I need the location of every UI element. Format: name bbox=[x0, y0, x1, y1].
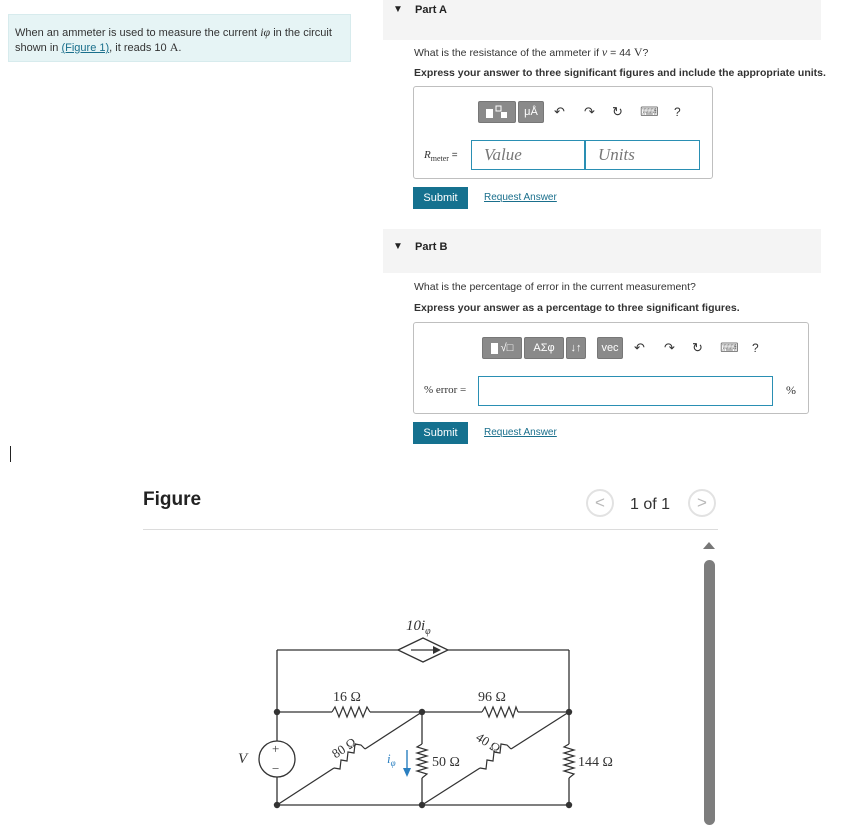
scrollbar-thumb[interactable] bbox=[704, 560, 715, 825]
figure-title: Figure bbox=[143, 489, 202, 510]
r-meter-label bbox=[424, 149, 458, 163]
value-input[interactable]: Value bbox=[471, 140, 585, 170]
part-b-answer-box bbox=[413, 322, 809, 414]
templates-icon bbox=[491, 343, 498, 354]
resistor-144-ohm bbox=[564, 744, 574, 778]
chevron-left-icon: < bbox=[595, 493, 605, 512]
templates-icon bbox=[485, 105, 509, 119]
next-figure-button[interactable] bbox=[688, 489, 716, 517]
voltage-unit: V bbox=[633, 45, 643, 59]
resistor-16-ohm bbox=[332, 707, 370, 717]
label-96-ohm: 96 Ω bbox=[478, 690, 506, 705]
intro-text-2: in the circuit shown in bbox=[15, 27, 332, 54]
redo-icon[interactable]: ↷ bbox=[664, 340, 675, 355]
undo-icon[interactable]: ↶ bbox=[554, 104, 565, 119]
keyboard-icon[interactable]: ⌨ bbox=[720, 340, 739, 355]
part-a-answer-box bbox=[413, 86, 713, 179]
vector-button[interactable]: vec bbox=[597, 337, 623, 359]
intro-unit: A bbox=[169, 40, 179, 54]
percent-error-input[interactable] bbox=[478, 376, 773, 406]
greek-symbols-button[interactable]: ΑΣφ bbox=[524, 337, 564, 359]
part-a-instruction: Express your answer to three significant figures and include the appropriate units. bbox=[414, 67, 826, 79]
resistor-50-ohm bbox=[417, 744, 427, 778]
templates-button[interactable] bbox=[482, 337, 522, 359]
undo-icon[interactable]: ↶ bbox=[634, 340, 645, 355]
chevron-right-icon: > bbox=[697, 493, 707, 512]
label-50-ohm: 50 Ω bbox=[432, 755, 460, 770]
keyboard-icon[interactable]: ⌨ bbox=[640, 104, 659, 119]
arrows-button[interactable]: ↓↑ bbox=[566, 337, 586, 359]
part-b-header[interactable] bbox=[383, 229, 821, 273]
text-cursor bbox=[10, 446, 11, 462]
problem-intro bbox=[8, 14, 351, 62]
resistor-96-ohm bbox=[482, 707, 518, 717]
circuit-nodes bbox=[274, 709, 572, 808]
figure-divider bbox=[143, 529, 718, 530]
intro-text-1: When an ammeter is used to measure the current bbox=[15, 27, 258, 39]
intro-period: . bbox=[178, 42, 182, 54]
percent-error-label: % error = bbox=[424, 384, 467, 396]
r-equals: = bbox=[451, 150, 458, 161]
voltage-variable: v bbox=[601, 45, 608, 59]
units-button[interactable]: μÅ bbox=[518, 101, 544, 123]
minus-sign: − bbox=[272, 761, 280, 776]
part-a-header[interactable] bbox=[383, 0, 821, 40]
source-voltage-label: V bbox=[238, 751, 248, 767]
percent-unit: % bbox=[786, 383, 796, 397]
circuit-diagram bbox=[220, 600, 660, 821]
scroll-up-icon[interactable] bbox=[703, 542, 715, 549]
templates-button[interactable] bbox=[478, 101, 516, 123]
part-b-request-answer-link[interactable]: Request Answer bbox=[484, 427, 557, 438]
pager-counter: 1 of 1 bbox=[630, 496, 671, 513]
units-input[interactable]: Units bbox=[585, 140, 700, 170]
part-b-question: What is the percentage of error in the current measurement? bbox=[414, 281, 696, 293]
figure-link[interactable]: (Figure 1) bbox=[61, 42, 110, 54]
label-80-ohm: 80 Ω bbox=[328, 734, 359, 762]
part-b-label: Part B bbox=[415, 241, 448, 253]
reset-icon[interactable]: ↻ bbox=[612, 104, 623, 119]
intro-text-3: , it reads 10 bbox=[109, 42, 167, 54]
part-b-submit-button[interactable]: Submit bbox=[413, 422, 468, 444]
part-a-submit-button[interactable]: Submit bbox=[413, 187, 468, 209]
part-a-request-answer-link[interactable]: Request Answer bbox=[484, 192, 557, 203]
collapse-triangle-icon[interactable]: ▼ bbox=[393, 4, 403, 15]
label-16-ohm: 16 Ω bbox=[333, 690, 361, 705]
help-icon[interactable]: ? bbox=[674, 105, 681, 119]
current-label: $i_\varphi$ bbox=[387, 751, 396, 768]
r-symbol: R bbox=[424, 149, 431, 161]
part-a-question-text-2: = 44 bbox=[610, 47, 631, 59]
current-symbol: iφ bbox=[260, 25, 271, 39]
redo-icon[interactable]: ↷ bbox=[584, 104, 595, 119]
collapse-triangle-icon[interactable]: ▼ bbox=[393, 241, 403, 252]
part-a-question bbox=[414, 45, 648, 60]
part-a-question-end: ? bbox=[642, 47, 649, 59]
help-icon[interactable]: ? bbox=[752, 341, 759, 355]
reset-icon[interactable]: ↻ bbox=[692, 340, 703, 355]
circuit-wires bbox=[277, 650, 569, 805]
r-subscript: meter bbox=[430, 154, 449, 164]
dependent-source-label: $10i_\varphi$ bbox=[406, 618, 431, 637]
prev-figure-button[interactable] bbox=[586, 489, 614, 517]
label-40-ohm: 40 Ω bbox=[473, 729, 504, 757]
part-b-instruction: Express your answer as a percentage to three significant figures. bbox=[414, 302, 740, 314]
label-144-ohm: 144 Ω bbox=[578, 755, 613, 770]
part-a-question-text-1: What is the resistance of the ammeter if bbox=[414, 47, 599, 59]
part-a-label: Part A bbox=[415, 4, 447, 16]
plus-sign: + bbox=[272, 741, 280, 756]
sqrt-label: √□ bbox=[500, 342, 514, 354]
